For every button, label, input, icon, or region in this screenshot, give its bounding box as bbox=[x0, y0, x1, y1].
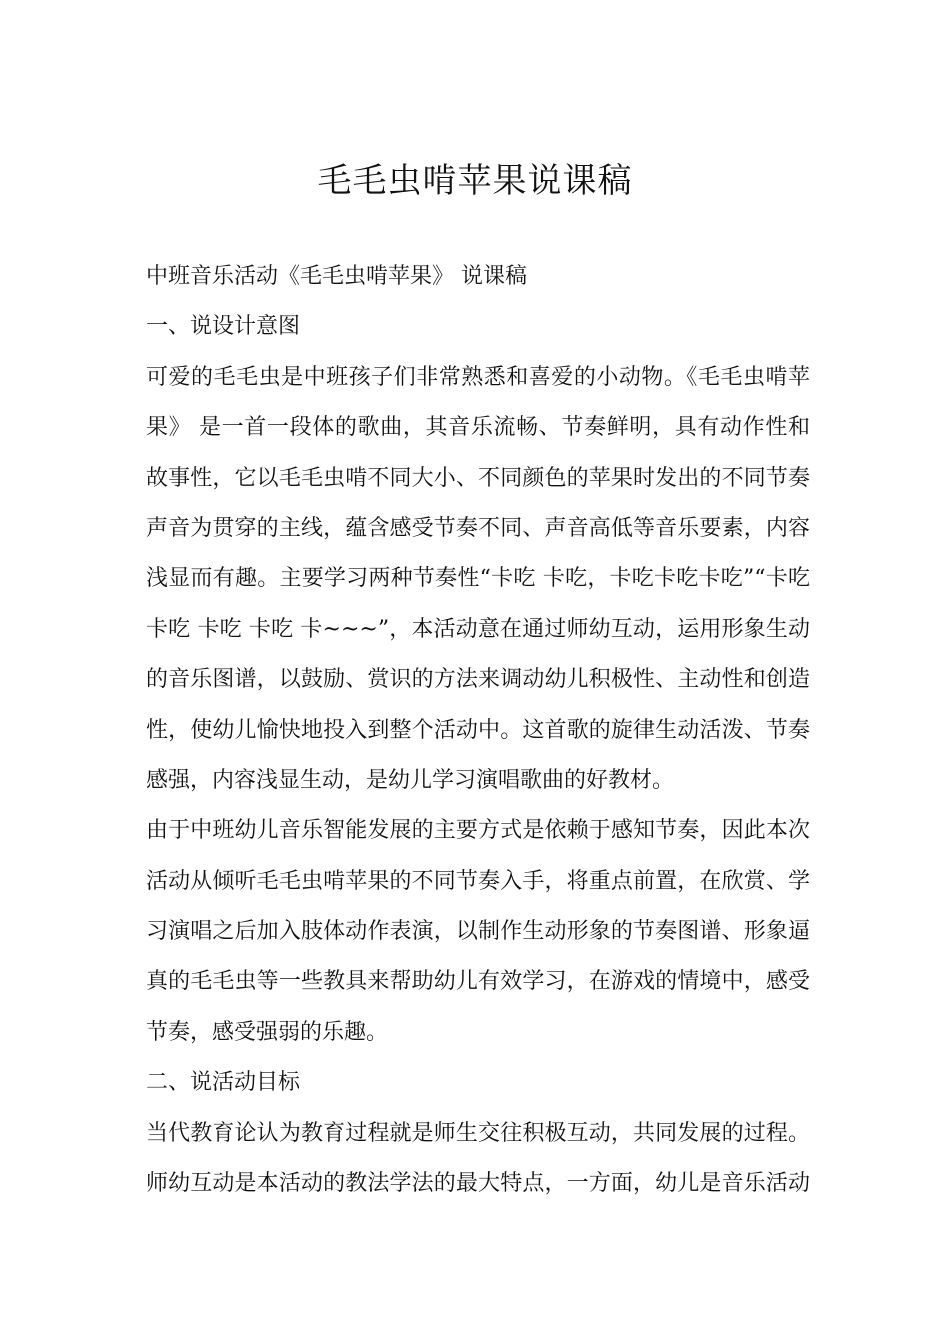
text-line: 由于中班幼儿音乐智能发展的主要方式是依赖于感知节奏，因此本次 bbox=[146, 818, 810, 844]
text-line: 感强，内容浅显生动，是幼儿学习演唱歌曲的好教材。 bbox=[146, 767, 675, 793]
text-line: 中班音乐活动《毛毛虫啃苹果》 说课稿 bbox=[146, 264, 527, 289]
text-line: 的音乐图谱，以鼓励、赏识的方法来调动幼儿积极性、主动性和创造 bbox=[146, 667, 810, 693]
text-line: 故事性，它以毛毛虫啃不同大小、不同颜色的苹果时发出的不同节奏 bbox=[146, 465, 810, 491]
text-line: 节奏，感受强弱的乐趣。 bbox=[146, 1019, 389, 1045]
text-line: 当代教育论认为教育过程就是师生交往积极互动，共同发展的过程。 bbox=[146, 1120, 810, 1146]
text-line: 真的毛毛虫等一些教具来帮助幼儿有效学习，在游戏的情境中，感受 bbox=[146, 969, 810, 995]
text-line: 声音为贯穿的主线，蕴含感受节奏不同、声音高低等音乐要素，内容 bbox=[146, 515, 810, 541]
text-line: 师幼互动是本活动的教法学法的最大特点，一方面，幼儿是音乐活动 bbox=[146, 1171, 810, 1197]
text-line: 习演唱之后加入肢体动作表演，以制作生动形象的节奏图谱、形象逼 bbox=[146, 919, 810, 945]
text-line: 一、说设计意图 bbox=[146, 314, 301, 340]
text-line: 可爱的毛毛虫是中班孩子们非常熟悉和喜爱的小动物。《毛毛虫啃苹 bbox=[146, 364, 810, 390]
document-title: 毛毛虫啃苹果说课稿 bbox=[317, 161, 633, 201]
document-body bbox=[146, 252, 810, 1209]
text-line: 二、说活动目标 bbox=[146, 1070, 301, 1096]
text-line: 卡吃 卡吃 卡吃 卡~~~”，本活动意在通过师幼互动，运用形象生动 bbox=[146, 616, 810, 642]
text-line: 浅显而有趣。主要学习两种节奏性“卡吃 卡吃，卡吃卡吃卡吃”“卡吃 bbox=[146, 566, 810, 592]
text-line: 活动从倾听毛毛虫啃苹果的不同节奏入手，将重点前置，在欣赏、学 bbox=[146, 868, 810, 894]
text-line: 果》 是一首一段体的歌曲，其音乐流畅、节奏鲜明，具有动作性和 bbox=[146, 415, 810, 441]
text-line: 性，使幼儿愉快地投入到整个活动中。这首歌的旋律生动活泼、节奏 bbox=[146, 717, 810, 743]
